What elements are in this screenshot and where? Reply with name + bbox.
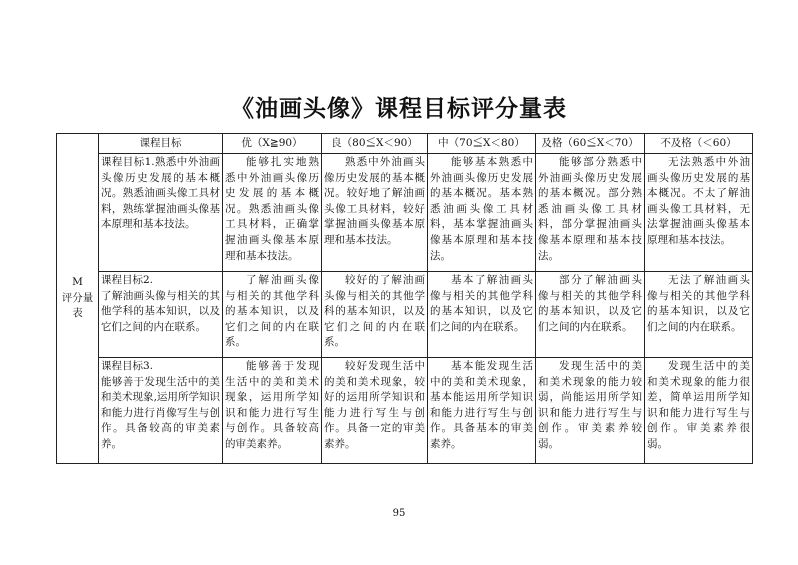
- row-label-cell: [57, 134, 99, 464]
- header-fail: 不及格（＜60）: [645, 134, 753, 154]
- fail-cell: 发现生活中的美和美术现象的能力很差，简单运用所学知识和能力进行写生与创作。审美素养很弱。: [645, 358, 753, 464]
- pass-cell: 能够部分熟悉中外油画头像历史发展的基本概况。部分熟悉油画头像工具材料，部分掌握油画头像基本原理和基本技法。: [536, 154, 645, 272]
- excellent-cell: 了解油画头像与相关的其他学科的基本知识，以及它们之间的内在联系。: [223, 272, 322, 358]
- header-objective: 课程目标: [99, 134, 223, 154]
- header-excellent: 优（X≧90）: [223, 134, 322, 154]
- fail-cell: 无法熟悉中外油画头像历史发展的基本概况。不太了解油画头像工具材料，无法掌握油画头像基本原理和基本技法。: [645, 154, 753, 272]
- fail-cell: 无法了解油画头像与相关的其他学科的基本知识，以及它们之间的内在联系。: [645, 272, 753, 358]
- objective-cell: 课程目标3. 能够善于发现生活中的美和美术现象,运用所学知识和能力进行肖像写生与创作。具备较高的审美素养。: [99, 358, 223, 464]
- excellent-cell: 能够善于发现生活中的美和美术现象，运用所学知识和能力进行写生与创作。具备较高的审美素养。: [223, 358, 322, 464]
- good-cell: 较好发现生活中的美和美术现象，较好的运用所学知识和能力进行写生与创作。具备一定的审美素养。: [322, 358, 428, 464]
- table-row: [57, 358, 753, 464]
- header-good: 良（80≦X＜90）: [322, 134, 428, 154]
- good-cell: 熟悉中外油画头像历史发展的基本概况。较好地了解油画头像工具材料，较好掌握油画头像基本原理和基本技法。: [322, 154, 428, 272]
- page-title: 《油画头像》课程目标评分量表: [231, 95, 567, 122]
- rubric-table: [56, 133, 753, 464]
- pass-cell: 发现生活中的美和美术现象的能力较弱，尚能运用所学知识和能力进行写生与创作。审美素养较弱。: [536, 358, 645, 464]
- row-label-code: M: [72, 276, 83, 289]
- table-row: [57, 154, 753, 272]
- table-row: [57, 272, 753, 358]
- page-number: 95: [392, 508, 406, 519]
- fair-cell: 基本能发现生活中的美和美术现象，基本能运用所学知识和能力进行写生与创作。具备基本的审美素养。: [428, 358, 536, 464]
- fair-cell: 能够基本熟悉中外油画头像历史发展的基本概况。基本熟悉油画头像工具材料，基本掌握油画头像基本原理和基本技法。: [428, 154, 536, 272]
- row-label-text: 评分量表: [61, 291, 94, 320]
- objective-cell: 课程目标1.熟悉中外油画头像历史发展的基本概况。熟悉油画头像工具材料，熟练掌握油画头像基本原理和基本技法。: [99, 154, 223, 272]
- header-fair: 中（70≦X＜80）: [428, 134, 536, 154]
- pass-cell: 部分了解油画头像与相关的其他学科的基本知识，以及它们之间的内在联系。: [536, 272, 645, 358]
- good-cell: 较好的了解油画头像与相关的其他学科的基本知识，以及它们之间的内在联系。: [322, 272, 428, 358]
- fair-cell: 基本了解油画头像与相关的其他学科的基本知识，以及它们之间的内在联系。: [428, 272, 536, 358]
- header-row: [57, 134, 753, 154]
- objective-cell: 课程目标2. 了解油画头像与相关的其他学科的基本知识，以及它们之间的内在联系。: [99, 272, 223, 358]
- excellent-cell: 能够扎实地熟悉中外油画头像历史发展的基本概况。熟悉油画头像工具材料，正确掌握油画头像基本原理和基本技法。: [223, 154, 322, 272]
- header-pass: 及格（60≦X＜70）: [536, 134, 645, 154]
